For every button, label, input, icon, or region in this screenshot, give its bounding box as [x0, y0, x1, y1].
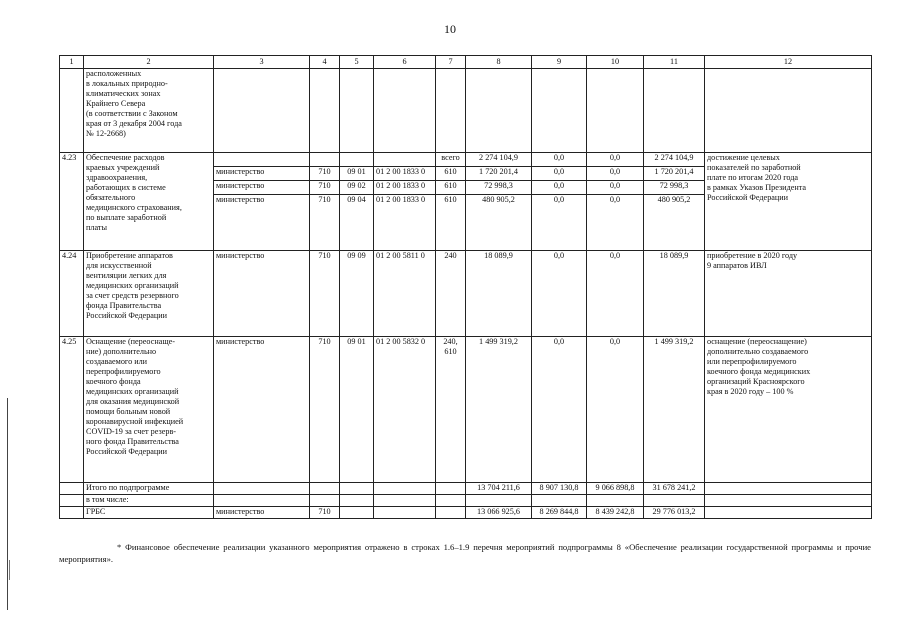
- col-header-7: 7: [436, 56, 466, 69]
- table-row-4-23: [60, 153, 872, 251]
- summary-row-grbs: [60, 507, 872, 519]
- executor-cell: министерство министерство министерство: [214, 153, 310, 251]
- col-header-5: 5: [340, 56, 374, 69]
- continuation-description: расположенных в локальных природно- климатических зонах Крайнего Севера (в соответствии с Законом края от 3 декабря 2004 года № 12-2668): [84, 69, 214, 153]
- summary-row-total: [60, 483, 872, 495]
- grbs-cell: 710 710 710: [310, 153, 340, 251]
- budget-table: [59, 55, 872, 519]
- summary-grbs: 710: [310, 507, 340, 519]
- col-header-1: 1: [60, 56, 84, 69]
- col-header-9: 9: [532, 56, 587, 69]
- result-cell: достижение целевых показателей по заработной плате по итогам 2020 года в рамках Указов Президента Российской Федерации: [705, 153, 872, 251]
- table-row-4-25: [60, 337, 872, 483]
- vr-cell: 240: [436, 251, 466, 337]
- vr-cell: 240, 610: [436, 337, 466, 483]
- csr-cell: 01 2 00 5832 0: [374, 337, 436, 483]
- summary-total: 29 776 013,2: [644, 507, 705, 519]
- total-cell: 1 499 319,2: [644, 337, 705, 483]
- summary-2022: 9 066 898,8: [587, 483, 644, 495]
- row-description: Оснащение (переоснаще- ние) дополнительно создаваемого или перепрофилируемого коечного фонда медицинских организаций для оказания медицинской помощи больным новой коронавирусной инфекцией COVID-19 за счет резерв- ного фонда Правительства Российской Федерации: [84, 337, 214, 483]
- summary-2021: 8 907 130,8: [532, 483, 587, 495]
- rzpr-cell: 09 01 09 02 09 04: [340, 153, 374, 251]
- grbs-cell: 710: [310, 337, 340, 483]
- row-number: 4.23: [60, 153, 84, 251]
- summary-total: 31 678 241,2: [644, 483, 705, 495]
- continuation-row: [60, 69, 872, 153]
- col-header-4: 4: [310, 56, 340, 69]
- col-header-11: 11: [644, 56, 705, 69]
- footnote: * Финансовое обеспечение реализации указанного мероприятия отражено в строках 1.6–1.9 перечня мероприятий подпрограммы 8 «Обеспечение реализации государственной программы и прочие мероприятия».: [59, 542, 871, 565]
- summary-2022: 8 439 242,8: [587, 507, 644, 519]
- total-cell: 2 274 104,9 1 720 201,4 72 998,3 480 905,2: [644, 153, 705, 251]
- col-header-12: 12: [705, 56, 872, 69]
- year-2022-cell: 0,0: [587, 337, 644, 483]
- result-cell: приобретение в 2020 году 9 аппаратов ИВЛ: [705, 251, 872, 337]
- column-number-row: [60, 56, 872, 69]
- csr-cell: 01 2 00 5811 0: [374, 251, 436, 337]
- page-number: 10: [444, 22, 456, 36]
- summary-label: ГРБС: [84, 507, 214, 519]
- executor-cell: министерство: [214, 337, 310, 483]
- result-cell: оснащение (переоснащение) дополнительно создаваемого или перепрофилируемого коечного фонда медицинских организаций Красноярского края в 2020 году – 100 %: [705, 337, 872, 483]
- summary-row-including: [60, 495, 872, 507]
- rzpr-cell: 09 09: [340, 251, 374, 337]
- summary-label: в том числе:: [84, 495, 214, 507]
- vr-cell: всего 610 610 610: [436, 153, 466, 251]
- left-margin-mark: [9, 560, 10, 580]
- left-margin-line: [7, 398, 8, 610]
- col-header-3: 3: [214, 56, 310, 69]
- year-2021-cell: 0,0 0,0 0,0 0,0: [532, 153, 587, 251]
- row-number: 4.25: [60, 337, 84, 483]
- year-2022-cell: 0,0: [587, 251, 644, 337]
- grbs-cell: 710: [310, 251, 340, 337]
- year-2020-cell: 18 089,9: [466, 251, 532, 337]
- executor-cell: министерство: [214, 251, 310, 337]
- summary-2020: 13 066 925,6: [466, 507, 532, 519]
- row-number: 4.24: [60, 251, 84, 337]
- year-2021-cell: 0,0: [532, 251, 587, 337]
- total-cell: 18 089,9: [644, 251, 705, 337]
- col-header-2: 2: [84, 56, 214, 69]
- csr-cell: 01 2 00 1833 0 01 2 00 1833 0 01 2 00 1833 0: [374, 153, 436, 251]
- year-2020-cell: 1 499 319,2: [466, 337, 532, 483]
- year-2022-cell: 0,0 0,0 0,0 0,0: [587, 153, 644, 251]
- summary-executor: министерство: [214, 507, 310, 519]
- summary-2021: 8 269 844,8: [532, 507, 587, 519]
- col-header-10: 10: [587, 56, 644, 69]
- year-2020-cell: 2 274 104,9 1 720 201,4 72 998,3 480 905,2: [466, 153, 532, 251]
- col-header-6: 6: [374, 56, 436, 69]
- row-description: Приобретение аппаратов для искусственной вентиляции легких для медицинских организаций за счет средств резервного фонда Правительства Российской Федерации: [84, 251, 214, 337]
- rzpr-cell: 09 01: [340, 337, 374, 483]
- row-description: Обеспечение расходов краевых учреждений здравоохранения, работающих в системе обязательного медицинского страхования, по выплате заработной платы: [84, 153, 214, 251]
- table-row-4-24: [60, 251, 872, 337]
- col-header-8: 8: [466, 56, 532, 69]
- summary-label: Итого по подпрограмме: [84, 483, 214, 495]
- year-2021-cell: 0,0: [532, 337, 587, 483]
- summary-2020: 13 704 211,6: [466, 483, 532, 495]
